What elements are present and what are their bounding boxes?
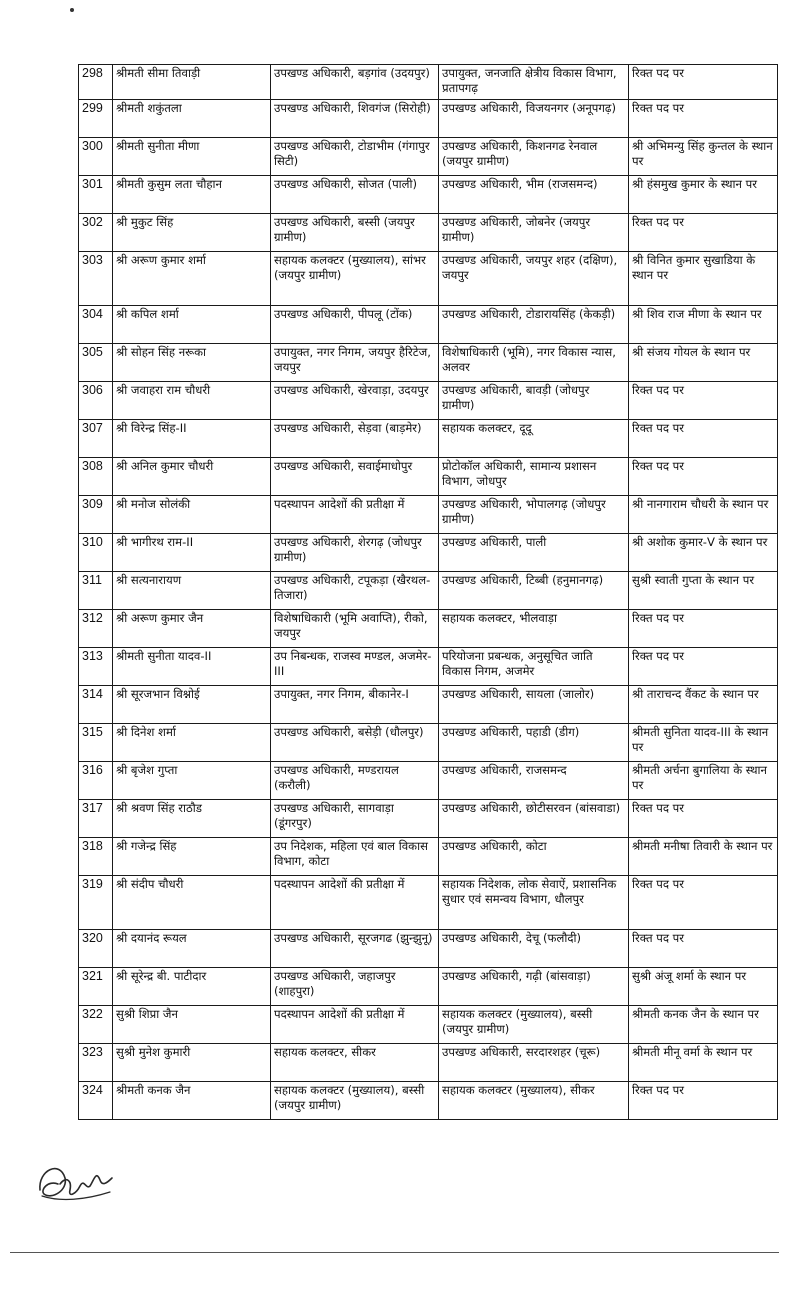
serial-number-cell: 307 [79,420,113,458]
officer-name-cell: श्री मनोज सोलंकी [113,496,271,534]
table-row [79,1082,778,1120]
remark-cell: रिक्त पद पर [629,876,778,930]
current-post-cell: उपखण्ड अधिकारी, टपूकड़ा (खैरथल-तिजारा) [271,572,439,610]
current-post-cell: सहायक कलक्टर (मुख्यालय), बस्सी (जयपुर ग्रामीण) [271,1082,439,1120]
remark-cell: श्री अशोक कुमार-V के स्थान पर [629,534,778,572]
serial-number-cell: 302 [79,214,113,252]
officer-name-cell: श्रीमती शकुंतला [113,100,271,138]
serial-number-cell: 306 [79,382,113,420]
remark-cell: रिक्त पद पर [629,65,778,100]
new-post-cell: उपखण्ड अधिकारी, बावड़ी (जोधपुर ग्रामीण) [439,382,629,420]
serial-number-cell: 304 [79,306,113,344]
table-row [79,100,778,138]
officer-name-cell: श्री सूरजभान विश्नोई [113,686,271,724]
new-post-cell: सहायक कलक्टर, भीलवाड़ा [439,610,629,648]
serial-number-cell: 308 [79,458,113,496]
officer-name-cell: श्री सूरेन्द्र बी. पाटीदार [113,968,271,1006]
table-body [79,65,778,1120]
table-row [79,686,778,724]
current-post-cell: उपायुक्त, नगर निगम, बीकानेर-I [271,686,439,724]
serial-number-cell: 316 [79,762,113,800]
table-row [79,1044,778,1082]
table-row [79,252,778,306]
new-post-cell: उपखण्ड अधिकारी, गढ़ी (बांसवाड़ा) [439,968,629,1006]
new-post-cell: उपखण्ड अधिकारी, पाली [439,534,629,572]
new-post-cell: सहायक कलक्टर (मुख्यालय), बस्सी (जयपुर ग्रामीण) [439,1006,629,1044]
table-row [79,1006,778,1044]
table-row [79,496,778,534]
remark-cell: श्री हंसमुख कुमार के स्थान पर [629,176,778,214]
new-post-cell: उपखण्ड अधिकारी, राजसमन्द [439,762,629,800]
current-post-cell: उप निदेशक, महिला एवं बाल विकास विभाग, कोटा [271,838,439,876]
current-post-cell: उपखण्ड अधिकारी, सूरजगढ (झुन्झुनू) [271,930,439,968]
remark-cell: श्री ताराचन्द वैंकट के स्थान पर [629,686,778,724]
serial-number-cell: 319 [79,876,113,930]
officer-name-cell: श्री कपिल शर्मा [113,306,271,344]
current-post-cell: उपखण्ड अधिकारी, मण्डरायल (करौली) [271,762,439,800]
signature-mark [30,1150,120,1210]
officer-name-cell: श्रीमती कनक जैन [113,1082,271,1120]
current-post-cell: उपखण्ड अधिकारी, सोजत (पाली) [271,176,439,214]
table-row [79,138,778,176]
serial-number-cell: 312 [79,610,113,648]
table-row [79,534,778,572]
officer-name-cell: श्रीमती सुनीता यादव-II [113,648,271,686]
officer-name-cell: श्री अरूण कुमार शर्मा [113,252,271,306]
new-post-cell: उपखण्ड अधिकारी, देचू (फलौदी) [439,930,629,968]
new-post-cell: उपखण्ड अधिकारी, कोटा [439,838,629,876]
table-row [79,876,778,930]
current-post-cell: पदस्थापन आदेशों की प्रतीक्षा में [271,876,439,930]
officer-name-cell: सुश्री शिप्रा जैन [113,1006,271,1044]
table-row [79,572,778,610]
new-post-cell: सहायक कलक्टर, दूदू [439,420,629,458]
officer-name-cell: श्री विरेन्द्र सिंह-II [113,420,271,458]
serial-number-cell: 314 [79,686,113,724]
new-post-cell: उपखण्ड अधिकारी, सरदारशहर (चूरू) [439,1044,629,1082]
serial-number-cell: 298 [79,65,113,100]
serial-number-cell: 305 [79,344,113,382]
remark-cell: रिक्त पद पर [629,930,778,968]
officer-name-cell: श्री श्रवण सिंह राठौड [113,800,271,838]
table-row [79,762,778,800]
current-post-cell: विशेषाधिकारी (भूमि अवाप्ति), रीको, जयपुर [271,610,439,648]
serial-number-cell: 323 [79,1044,113,1082]
current-post-cell: उपखण्ड अधिकारी, जहाजपुर (शाहपुरा) [271,968,439,1006]
serial-number-cell: 310 [79,534,113,572]
new-post-cell: उपखण्ड अधिकारी, जोबनेर (जयपुर ग्रामीण) [439,214,629,252]
current-post-cell: उपखण्ड अधिकारी, टोडाभीम (गंगापुर सिटी) [271,138,439,176]
serial-number-cell: 321 [79,968,113,1006]
serial-number-cell: 324 [79,1082,113,1120]
remark-cell: श्री विनित कुमार सुखाडिया के स्थान पर [629,252,778,306]
serial-number-cell: 300 [79,138,113,176]
new-post-cell: उपखण्ड अधिकारी, टिब्बी (हनुमानगढ़) [439,572,629,610]
current-post-cell: उपखण्ड अधिकारी, बसेड़ी (धौलपुर) [271,724,439,762]
current-post-cell: उपखण्ड अधिकारी, बड़गांव (उदयपुर) [271,65,439,100]
serial-number-cell: 309 [79,496,113,534]
remark-cell: श्रीमती मनीषा तिवारी के स्थान पर [629,838,778,876]
table-row [79,648,778,686]
remark-cell: सुश्री अंजू शर्मा के स्थान पर [629,968,778,1006]
new-post-cell: उपखण्ड अधिकारी, टोडारायसिंह (केकड़ी) [439,306,629,344]
serial-number-cell: 299 [79,100,113,138]
current-post-cell: उपखण्ड अधिकारी, सवाईमाधोपुर [271,458,439,496]
new-post-cell: उपखण्ड अधिकारी, छोटीसरवन (बांसवाडा) [439,800,629,838]
current-post-cell: उपखण्ड अधिकारी, शेरगढ़ (जोधपुर ग्रामीण) [271,534,439,572]
serial-number-cell: 301 [79,176,113,214]
officer-name-cell: श्रीमती सीमा तिवाड़ी [113,65,271,100]
remark-cell: श्रीमती मीनू वर्मा के स्थान पर [629,1044,778,1082]
officer-name-cell: श्री दिनेश शर्मा [113,724,271,762]
footer-divider [10,1252,779,1253]
officer-name-cell: श्रीमती कुसुम लता चौहान [113,176,271,214]
table-row [79,800,778,838]
serial-number-cell: 322 [79,1006,113,1044]
officer-name-cell: श्री गजेन्द्र सिंह [113,838,271,876]
new-post-cell: उपखण्ड अधिकारी, पहाडी (डीग) [439,724,629,762]
new-post-cell: प्रोटोकॉल अधिकारी, सामान्य प्रशासन विभाग, जोधपुर [439,458,629,496]
current-post-cell: उपखण्ड अधिकारी, पीपलू (टोंक) [271,306,439,344]
table-row [79,458,778,496]
table-row [79,344,778,382]
remark-cell: रिक्त पद पर [629,610,778,648]
new-post-cell: सहायक कलक्टर (मुख्यालय), सीकर [439,1082,629,1120]
scan-mark [70,8,74,12]
current-post-cell: उपायुक्त, नगर निगम, जयपुर हैरिटेज, जयपुर [271,344,439,382]
officer-name-cell: श्री सोहन सिंह नरूका [113,344,271,382]
transfer-orders-table [78,64,778,1120]
officer-name-cell: श्री भागीरथ राम-II [113,534,271,572]
remark-cell: रिक्त पद पर [629,458,778,496]
new-post-cell: सहायक निदेशक, लोक सेवाऐं, प्रशासनिक सुधार एवं समन्वय विभाग, धौलपुर [439,876,629,930]
remark-cell: श्री शिव राज मीणा के स्थान पर [629,306,778,344]
current-post-cell: उपखण्ड अधिकारी, सागवाड़ा (डूंगरपुर) [271,800,439,838]
new-post-cell: उपखण्ड अधिकारी, किशनगढ रेनवाल (जयपुर ग्रामीण) [439,138,629,176]
remark-cell: श्री नानगाराम चौधरी के स्थान पर [629,496,778,534]
remark-cell: रिक्त पद पर [629,800,778,838]
current-post-cell: सहायक कलक्टर, सीकर [271,1044,439,1082]
remark-cell: रिक्त पद पर [629,100,778,138]
table-row [79,930,778,968]
table-row [79,65,778,100]
table-row [79,306,778,344]
new-post-cell: उपखण्ड अधिकारी, भोपालगढ़ (जोधपुर ग्रामीण) [439,496,629,534]
remark-cell: श्रीमती कनक जैन के स्थान पर [629,1006,778,1044]
remark-cell: श्रीमती अर्चना बुगालिया के स्थान पर [629,762,778,800]
table-row [79,214,778,252]
officer-name-cell: श्रीमती सुनीता मीणा [113,138,271,176]
officer-name-cell: श्री बृजेश गुप्ता [113,762,271,800]
serial-number-cell: 311 [79,572,113,610]
remark-cell: सुश्री स्वाती गुप्ता के स्थान पर [629,572,778,610]
serial-number-cell: 318 [79,838,113,876]
officer-name-cell: श्री अरूण कुमार जैन [113,610,271,648]
table-row [79,968,778,1006]
current-post-cell: उपखण्ड अधिकारी, सेड़वा (बाड़मेर) [271,420,439,458]
current-post-cell: उपखण्ड अधिकारी, खेरवाड़ा, उदयपुर [271,382,439,420]
remark-cell: श्री अभिमन्यु सिंह कुन्तल के स्थान पर [629,138,778,176]
table-row [79,420,778,458]
remark-cell: रिक्त पद पर [629,648,778,686]
new-post-cell: उपखण्ड अधिकारी, भीम (राजसमन्द) [439,176,629,214]
table-row [79,382,778,420]
table-row [79,610,778,648]
officer-name-cell: श्री जवाहरा राम चौधरी [113,382,271,420]
new-post-cell: उपखण्ड अधिकारी, जयपुर शहर (दक्षिण), जयपुर [439,252,629,306]
remark-cell: रिक्त पद पर [629,1082,778,1120]
remark-cell: रिक्त पद पर [629,382,778,420]
officer-name-cell: श्री सत्यनारायण [113,572,271,610]
new-post-cell: विशेषाधिकारी (भूमि), नगर विकास न्यास, अलवर [439,344,629,382]
current-post-cell: उपखण्ड अधिकारी, बस्सी (जयपुर ग्रामीण) [271,214,439,252]
current-post-cell: सहायक कलक्टर (मुख्यालय), सांभर (जयपुर ग्रामीण) [271,252,439,306]
new-post-cell: उपखण्ड अधिकारी, विजयनगर (अनूपगढ़) [439,100,629,138]
officer-name-cell: श्री दयानंद रूयल [113,930,271,968]
serial-number-cell: 313 [79,648,113,686]
table-row [79,838,778,876]
new-post-cell: उपायुक्त, जनजाति क्षेत्रीय विकास विभाग, प्रतापगढ़ [439,65,629,100]
officer-name-cell: सुश्री मुनेश कुमारी [113,1044,271,1082]
table-row [79,724,778,762]
current-post-cell: उप निबन्धक, राजस्व मण्डल, अजमेर-III [271,648,439,686]
current-post-cell: पदस्थापन आदेशों की प्रतीक्षा में [271,1006,439,1044]
officer-name-cell: श्री अनिल कुमार चौधरी [113,458,271,496]
serial-number-cell: 317 [79,800,113,838]
officer-name-cell: श्री मुकुट सिंह [113,214,271,252]
serial-number-cell: 315 [79,724,113,762]
current-post-cell: पदस्थापन आदेशों की प्रतीक्षा में [271,496,439,534]
table-row [79,176,778,214]
new-post-cell: परियोजना प्रबन्धक, अनुसूचित जाति विकास निगम, अजमेर [439,648,629,686]
current-post-cell: उपखण्ड अधिकारी, शिवगंज (सिरोही) [271,100,439,138]
serial-number-cell: 320 [79,930,113,968]
remark-cell: रिक्त पद पर [629,420,778,458]
remark-cell: रिक्त पद पर [629,214,778,252]
serial-number-cell: 303 [79,252,113,306]
officer-name-cell: श्री संदीप चौधरी [113,876,271,930]
new-post-cell: उपखण्ड अधिकारी, सायला (जालोर) [439,686,629,724]
remark-cell: श्री संजय गोयल के स्थान पर [629,344,778,382]
remark-cell: श्रीमती सुनिता यादव-III के स्थान पर [629,724,778,762]
